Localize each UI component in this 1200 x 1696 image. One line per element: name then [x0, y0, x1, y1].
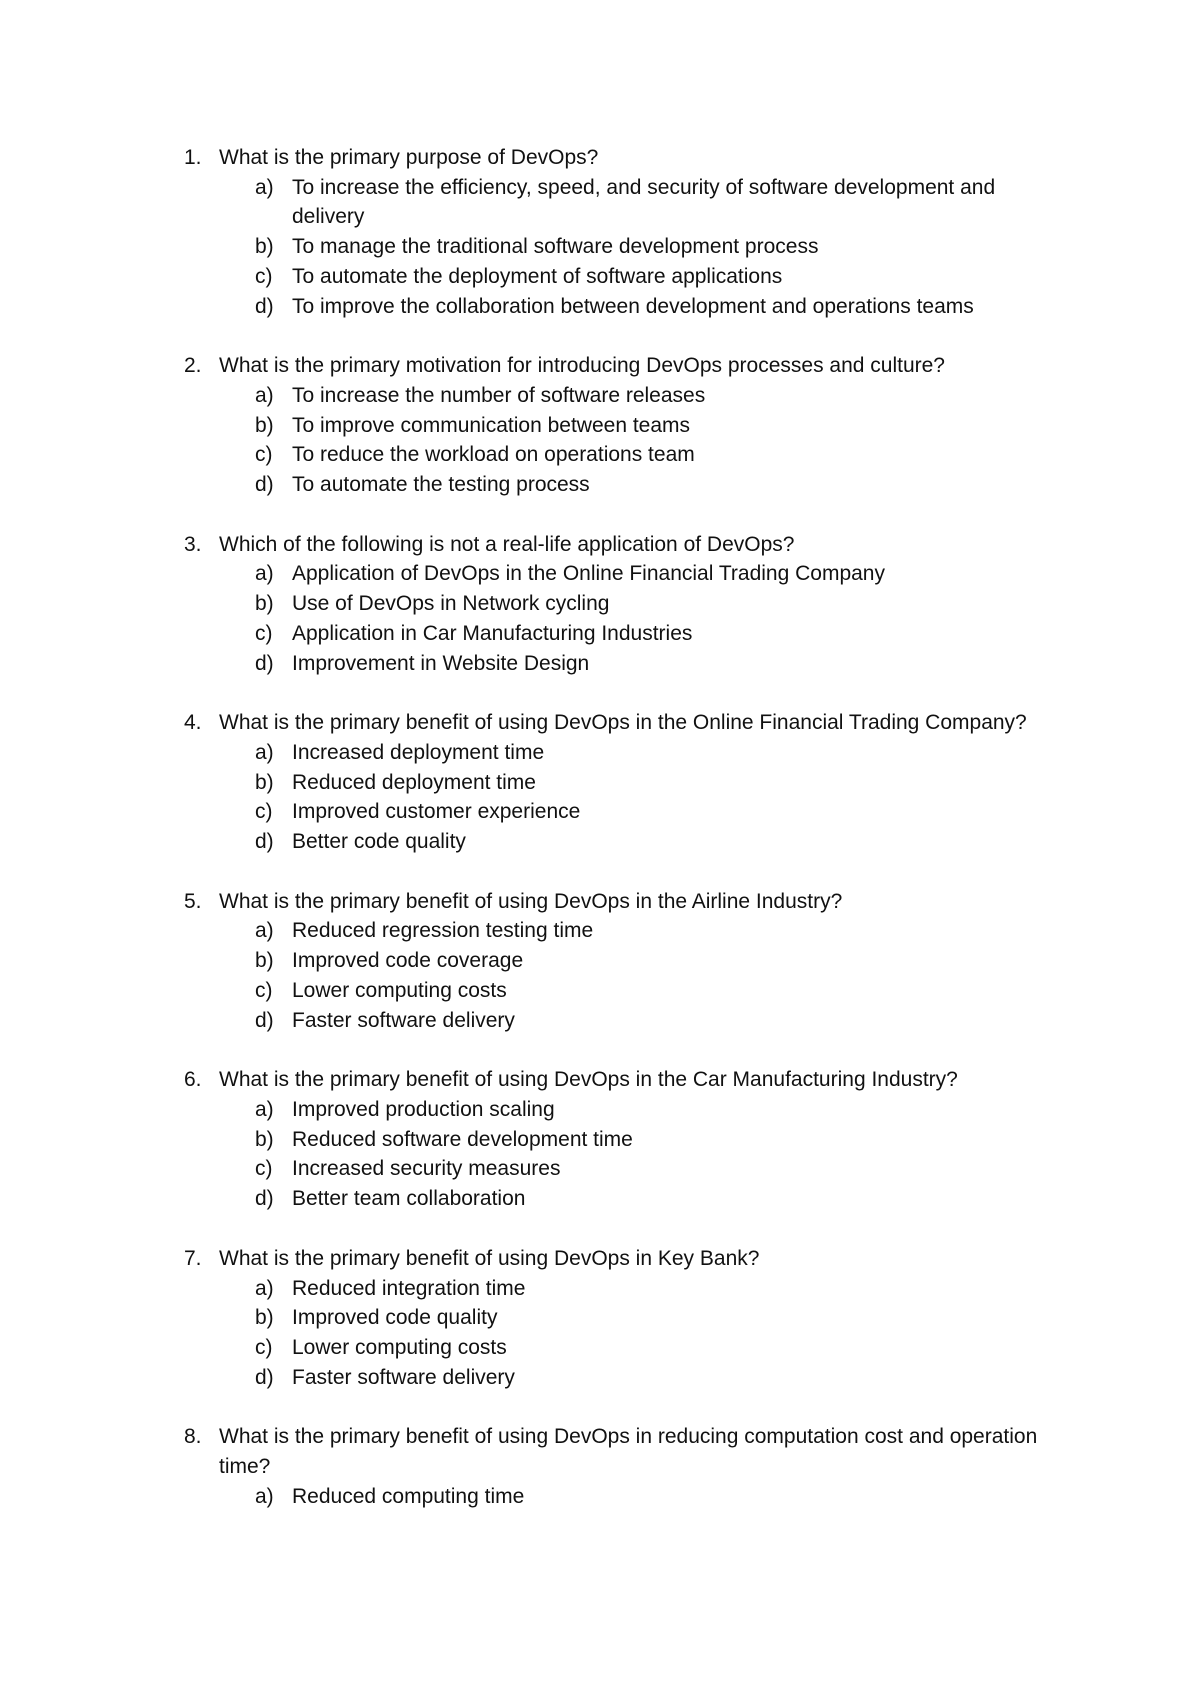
option-letter: c) — [255, 800, 273, 824]
option-letter: b) — [255, 413, 274, 437]
option-text: Increased deployment time — [292, 740, 545, 764]
option-item — [0, 827, 1200, 857]
option-letter: c) — [255, 443, 273, 467]
option-text: To automate the deployment of software applications — [292, 264, 783, 288]
option-item — [0, 1274, 1200, 1304]
question-line — [0, 1065, 1200, 1095]
option-item — [0, 976, 1200, 1006]
question-number: 2. — [184, 354, 202, 378]
question-line — [0, 530, 1200, 560]
option-text: Reduced integration time — [292, 1276, 526, 1300]
option-item — [0, 1154, 1200, 1184]
question-line — [0, 1422, 1200, 1481]
option-letter: b) — [255, 949, 274, 973]
option-letter: a) — [255, 1484, 274, 1508]
option-letter: c) — [255, 264, 273, 288]
option-text: Reduced regression testing time — [292, 919, 594, 943]
option-letter: d) — [255, 1187, 274, 1211]
option-item — [0, 381, 1200, 411]
option-letter: c) — [255, 621, 273, 645]
option-text: Use of DevOps in Network cycling — [292, 592, 610, 616]
option-text: To automate the testing process — [292, 473, 590, 497]
option-list — [0, 916, 1200, 1035]
option-item — [0, 649, 1200, 679]
option-item — [0, 916, 1200, 946]
option-item — [0, 173, 1200, 232]
question-number: 3. — [184, 532, 202, 556]
option-text: Better team collaboration — [292, 1187, 526, 1211]
option-list — [0, 1274, 1200, 1393]
option-item — [0, 619, 1200, 649]
option-list — [0, 1482, 1200, 1512]
option-letter: d) — [255, 1008, 274, 1032]
question-item — [0, 1065, 1200, 1214]
option-text: Application in Car Manufacturing Industries — [292, 621, 693, 645]
option-letter: a) — [255, 740, 274, 764]
option-letter: d) — [255, 651, 274, 675]
question-line — [0, 143, 1200, 173]
option-letter: d) — [255, 294, 274, 318]
option-item — [0, 768, 1200, 798]
option-letter: c) — [255, 1157, 273, 1181]
option-text: To increase the number of software releases — [292, 383, 706, 407]
option-list — [0, 738, 1200, 857]
option-letter: b) — [255, 1127, 274, 1151]
option-text: Increased security measures — [292, 1157, 561, 1181]
option-item — [0, 1184, 1200, 1214]
option-letter: b) — [255, 592, 274, 616]
option-text: To reduce the workload on operations team — [292, 443, 695, 467]
option-item — [0, 1482, 1200, 1512]
option-item — [0, 1095, 1200, 1125]
option-letter: a) — [255, 919, 274, 943]
option-item — [0, 440, 1200, 470]
question-number: 6. — [184, 1068, 202, 1092]
question-line — [0, 887, 1200, 917]
option-letter: a) — [255, 1276, 274, 1300]
question-text: What is the primary benefit of using DevOps in the Car Manufacturing Industry? — [219, 1068, 958, 1092]
option-letter: b) — [255, 770, 274, 794]
option-item — [0, 946, 1200, 976]
option-item — [0, 797, 1200, 827]
question-line — [0, 708, 1200, 738]
option-text: To improve the collaboration between development and operations teams — [292, 294, 974, 318]
question-text: What is the primary benefit of using DevOps in the Airline Industry? — [219, 889, 843, 913]
option-letter: a) — [255, 1097, 274, 1121]
question-item — [0, 351, 1200, 500]
question-text: What is the primary purpose of DevOps? — [219, 146, 599, 169]
option-item — [0, 292, 1200, 322]
question-item — [0, 1244, 1200, 1393]
question-list — [0, 143, 1200, 1541]
option-letter: c) — [255, 1335, 273, 1359]
option-item — [0, 262, 1200, 292]
option-letter: d) — [255, 830, 274, 854]
option-text: Reduced computing time — [292, 1484, 525, 1508]
option-letter: d) — [255, 1365, 274, 1389]
option-text: Faster software delivery — [292, 1365, 515, 1389]
option-letter: a) — [255, 383, 274, 407]
option-item — [0, 738, 1200, 768]
question-item — [0, 708, 1200, 857]
option-text: To improve communication between teams — [292, 413, 691, 437]
option-list — [0, 559, 1200, 678]
option-text: To manage the traditional software development process — [292, 235, 819, 259]
option-item — [0, 1333, 1200, 1363]
option-text: Lower computing costs — [292, 1335, 507, 1359]
option-letter: a) — [255, 562, 274, 586]
question-line — [0, 351, 1200, 381]
option-letter: a) — [255, 175, 274, 199]
question-number: 5. — [184, 889, 202, 913]
option-item — [0, 1006, 1200, 1036]
question-text: What is the primary benefit of using DevOps in Key Bank? — [219, 1246, 760, 1270]
question-item — [0, 143, 1200, 321]
option-text: To increase the efficiency, speed, and security of software development and delivery — [292, 175, 996, 229]
option-text: Improvement in Website Design — [292, 651, 590, 675]
option-item — [0, 1363, 1200, 1393]
option-text: Improved production scaling — [292, 1097, 555, 1121]
option-text: Lower computing costs — [292, 978, 507, 1002]
option-item — [0, 1125, 1200, 1155]
option-letter: d) — [255, 473, 274, 497]
option-text: Application of DevOps in the Online Financial Trading Company — [292, 562, 885, 586]
option-list — [0, 381, 1200, 500]
question-number: 8. — [184, 1425, 202, 1449]
option-list — [0, 1095, 1200, 1214]
option-text: Improved code quality — [292, 1306, 498, 1330]
question-item — [0, 530, 1200, 679]
option-letter: b) — [255, 235, 274, 259]
option-text: Reduced deployment time — [292, 770, 536, 794]
option-letter: b) — [255, 1306, 274, 1330]
option-text: Reduced software development time — [292, 1127, 633, 1151]
option-item — [0, 232, 1200, 262]
option-item — [0, 589, 1200, 619]
option-item — [0, 1303, 1200, 1333]
question-item — [0, 887, 1200, 1036]
question-text: What is the primary benefit of using DevOps in reducing computation cost and operation time? — [219, 1425, 1038, 1479]
question-number: 7. — [184, 1246, 202, 1270]
option-text: Faster software delivery — [292, 1008, 515, 1032]
question-text: What is the primary motivation for introducing DevOps processes and culture? — [219, 354, 945, 378]
question-item — [0, 1422, 1200, 1511]
question-number: 1. — [184, 146, 202, 169]
question-number: 4. — [184, 711, 202, 735]
option-item — [0, 559, 1200, 589]
option-text: Improved customer experience — [292, 800, 581, 824]
option-text: Better code quality — [292, 830, 466, 854]
question-text: What is the primary benefit of using DevOps in the Online Financial Trading Company? — [219, 711, 1027, 735]
question-text: Which of the following is not a real-life application of DevOps? — [219, 532, 795, 556]
option-item — [0, 470, 1200, 500]
option-text: Improved code coverage — [292, 949, 524, 973]
option-letter: c) — [255, 978, 273, 1002]
option-list — [0, 173, 1200, 322]
question-line — [0, 1244, 1200, 1274]
option-item — [0, 411, 1200, 441]
